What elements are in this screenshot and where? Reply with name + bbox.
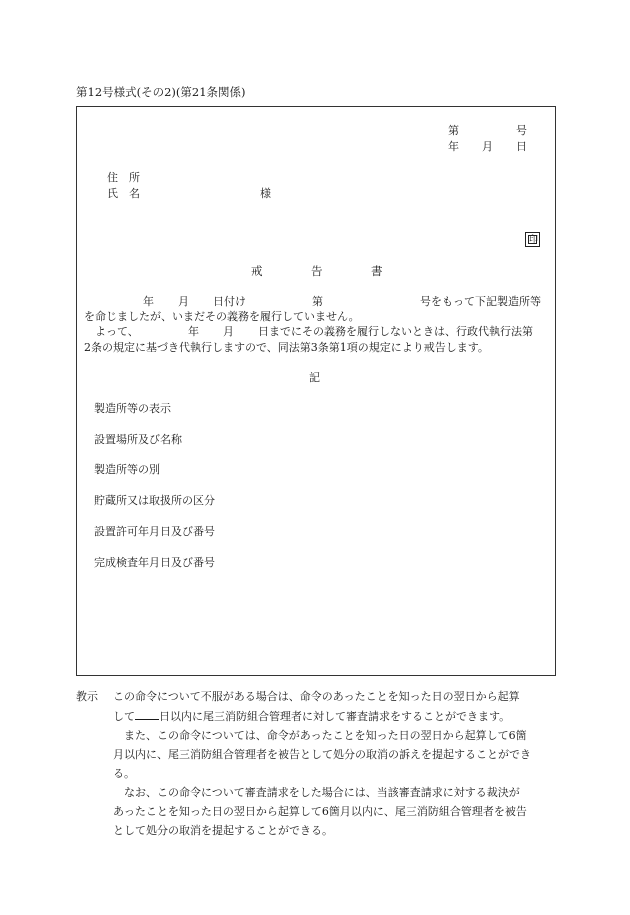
title-char-1: 戒 bbox=[251, 264, 263, 278]
item-location-name: 設置場所及び名称 bbox=[94, 433, 182, 446]
body-line4: 2条の規定に基づき代執行しますので、同法第3条第1項の規定により戒告します。 bbox=[84, 341, 489, 354]
item-storage-category: 貯蔵所又は取扱所の区分 bbox=[94, 494, 215, 507]
notice-p1-line2-pre: して bbox=[113, 710, 135, 723]
days-blank-line bbox=[135, 709, 159, 720]
title-char-3: 書 bbox=[371, 264, 383, 278]
body-line3-month: 月 bbox=[223, 325, 234, 338]
ki-heading: 記 bbox=[309, 371, 320, 384]
notice-p1-line1: この命令について不服がある場合は、命令のあったことを知った日の翌日から起算 bbox=[113, 690, 520, 703]
number-prefix: 第 bbox=[448, 124, 459, 137]
honorific-sama: 様 bbox=[260, 187, 271, 200]
body-month-label: 月 bbox=[178, 295, 189, 308]
notice-frame bbox=[76, 106, 556, 676]
body-line3-year: 年 bbox=[188, 325, 199, 338]
notice-p1-line2 bbox=[113, 709, 510, 725]
item-facility-type: 製造所等の別 bbox=[94, 463, 160, 476]
date-year-label: 年 bbox=[448, 140, 459, 153]
item-inspection-date-number: 完成検査年月日及び番号 bbox=[94, 556, 215, 569]
seal-mark bbox=[525, 232, 540, 247]
notice-p1-line2-post: 日以内に尾三消防組合管理者に対して審査請求をすることができます。 bbox=[159, 710, 511, 723]
notice-p2-line3: る。 bbox=[113, 767, 135, 780]
item-facility-display: 製造所等の表示 bbox=[94, 402, 171, 415]
form-number-title: 第12号様式(その2)(第21条関係) bbox=[76, 85, 246, 99]
notice-p2-line1: また、この命令については、命令があったことを知った日の翌日から起算して6箇 bbox=[124, 729, 527, 742]
date-day-label: 日 bbox=[516, 140, 527, 153]
title-char-2: 告 bbox=[311, 264, 323, 278]
body-line1-tail: 号をもって下記製造所等 bbox=[420, 295, 541, 308]
name-label: 氏 名 bbox=[107, 187, 140, 200]
notice-p2-line2: 月以内に、尾三消防組合管理者を被告として処分の取消の訴えを提起することができ bbox=[113, 748, 531, 761]
number-suffix: 号 bbox=[516, 124, 527, 137]
date-month-label: 月 bbox=[482, 140, 493, 153]
notice-p3-line2: あったことを知った日の翌日から起算して6箇月以内に、尾三消防組合管理者を被告 bbox=[113, 805, 527, 818]
body-line2: を命じましたが、いまだその義務を履行していません。 bbox=[84, 310, 360, 323]
item-permit-date-number: 設置許可年月日及び番号 bbox=[94, 525, 215, 538]
seal-char: 印 bbox=[529, 235, 539, 245]
notice-p3-line3: として処分の取消を提起することができる。 bbox=[113, 824, 333, 837]
notice-label: 教示 bbox=[76, 690, 98, 703]
body-date-label: 日付け bbox=[213, 295, 246, 308]
notice-p3-line1: なお、この命令について審査請求をした場合には、当該審査請求に対する裁決が bbox=[124, 786, 520, 799]
address-label: 住 所 bbox=[107, 171, 140, 184]
body-line3-tail: 日までにその義務を履行しないときは、行政代執行法第 bbox=[258, 325, 533, 338]
body-line3-lead: よって、 bbox=[95, 325, 139, 338]
body-year-label: 年 bbox=[143, 295, 154, 308]
body-number-prefix: 第 bbox=[312, 295, 323, 308]
